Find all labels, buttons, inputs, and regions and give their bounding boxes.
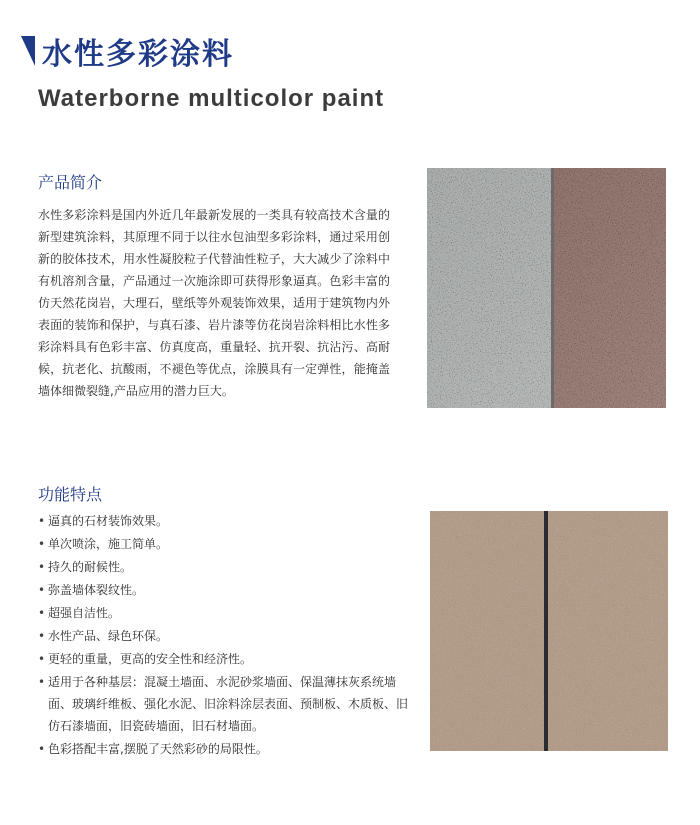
bullet-icon: • [38, 652, 46, 666]
list-item [38, 533, 408, 555]
list-item [38, 556, 408, 578]
title-accent-mark [21, 36, 35, 66]
bullet-icon: • [38, 629, 46, 643]
feature-text: 更轻的重量，更高的安全性和经济性。 [48, 652, 253, 666]
swatch-joint-line [551, 168, 554, 408]
list-item [38, 738, 408, 760]
list-item [38, 671, 408, 737]
feature-text: 单次喷涂，施工简单。 [48, 537, 169, 551]
bullet-icon: • [38, 514, 46, 528]
features-heading: 功能特点 [38, 485, 103, 504]
feature-text: 弥盖墙体裂纹性。 [48, 583, 145, 597]
list-item [38, 602, 408, 624]
bullet-icon: • [38, 742, 46, 756]
stone-sample-image-bottom [430, 511, 668, 751]
intro-heading: 产品简介 [38, 173, 103, 192]
page-title: 水性多彩涂料 [42, 37, 234, 72]
page-subtitle-en: Waterborne multicolor paint [38, 85, 385, 112]
feature-text: 超强自洁性。 [48, 606, 121, 620]
bullet-icon: • [38, 675, 46, 689]
list-item [38, 648, 408, 670]
list-item [38, 579, 408, 601]
list-item [38, 510, 408, 532]
list-item [38, 625, 408, 647]
features-list [38, 510, 408, 761]
feature-text: 水性产品、绿色环保。 [48, 629, 169, 643]
swatch-joint-line [544, 511, 548, 751]
stone-sample-image-top [427, 168, 666, 408]
feature-text: 逼真的石材装饰效果。 [48, 514, 169, 528]
bullet-icon: • [38, 606, 46, 620]
feature-text: 色彩搭配丰富,摆脱了天然彩砂的局限性。 [48, 742, 268, 756]
intro-paragraph: 水性多彩涂料是国内外近几年最新发展的一类具有较高技术含量的新型建筑涂料，其原理不同于以往水包油型多彩涂料，通过采用创新的胶体技术，用水性凝胶粒子代替油性粒子，大大减少了涂料中有机溶剂含量，产品通过一次施涂即可获得形象逼真。色彩丰富的仿天然花岗岩，大理石，壁纸等外观装饰效果，适用于建筑物内外表面的装饰和保护，与真石漆、岩片漆等仿花岗岩涂料相比水性多彩涂料具有色彩丰富、仿真度高，重量轻、抗开裂、抗沾污、高耐候，抗老化、抗酸雨，不褪色等优点，涂膜具有一定弹性，能掩盖墙体细微裂缝,产品应用的潜力巨大。 [38, 208, 390, 398]
feature-text: 适用于各种基层：混凝土墙面、水泥砂浆墙面、保温薄抹灰系统墙面、玻璃纤维板、强化水泥、旧涂料涂层表面、预制板、木质板、旧仿石漆墙面，旧瓷砖墙面，旧石材墙面。 [48, 675, 409, 733]
bullet-icon: • [38, 537, 46, 551]
bullet-icon: • [38, 583, 46, 597]
feature-text: 持久的耐候性。 [48, 560, 133, 574]
bullet-icon: • [38, 560, 46, 574]
